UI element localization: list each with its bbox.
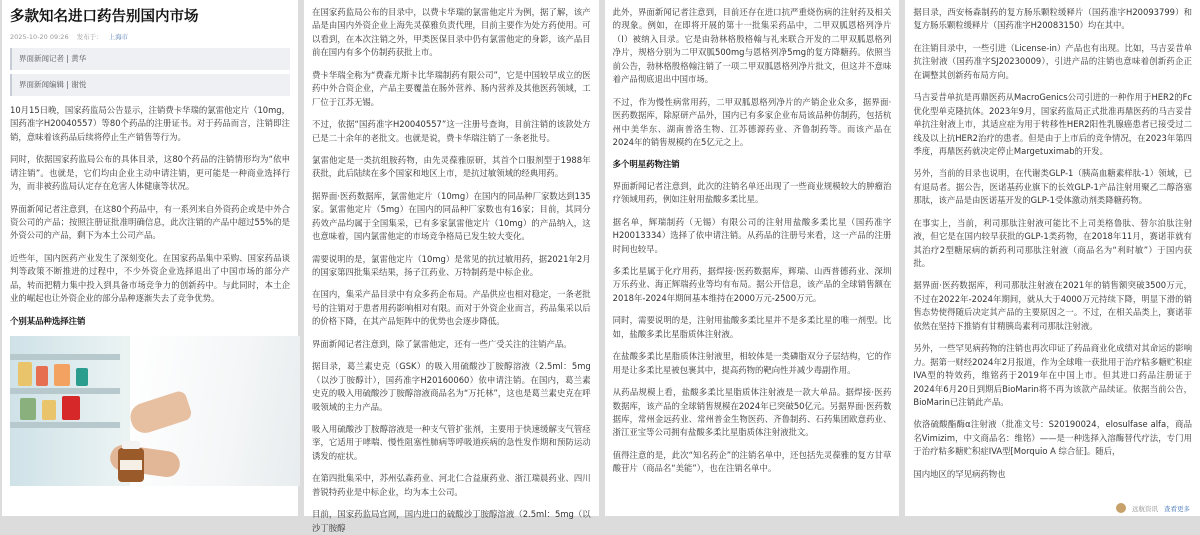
article-meta [10,32,290,42]
paragraph: 吸入用硫酸沙丁胺醇溶液是一种支气管扩张剂，主要用于快速缓解支气管痉挛，它适用于哮喘、慢性阻塞性肺病等呼吸道疾病的急性发作期和预防运动诱发的症状。 [312,423,591,461]
publish-date: 2025-10-20 09:26 [10,32,69,41]
paragraph: 氯雷他定是一类抗组胺药物，由先灵葆雅原研，其首个口服剂型于1988年获批，此后陆续在多个国家和地区上市，是抗过敏领域的经典用药。 [312,154,591,179]
paragraph: 据界面·医药数据库，氯雷他定片（10mg）在国内的同品种厂家数达到135家。氯雷他定片（5mg）在国内的同品种厂家数也有16家；目前，其同分药效产品均属于全国集采，已有多家氯雷他定片（10mg）的产品纳入，这也意味着，国内氯雷他定的市场竞争格局已发生较大变化。 [312,190,591,242]
paragraph: 不过，依据“国药准字H20040557”这一注册号查询，目前注销的该款处方已是二十余年的老批文。也就是说，费卡华瑞注销了一条老批号。 [312,119,591,143]
paragraph: 费卡华瑞全称为“费森尤斯卡比华瑞制药有限公司”，它是中国较早成立的医药中外合资企业，产品主要覆盖在肠外营养、肠内营养及其他医药领域，工厂位于江苏无锡。 [312,69,591,107]
paragraph: 近些年，国内医药产业发生了深刻变化。在国家药品集中采购、国家药品谈判等政策不断推进的过程中，不少外资企业选择退出了中国市场的部分产品，转而把精力集中投入到具备市场竞争力的创新药中。与此同时，本土企业的崛起也让外资企业的部分品种逐渐失去了竞争优势。 [10,252,290,304]
paragraph: 界面新闻记者注意到，此次的注销名单还出现了一些商业规模较大的肿瘤治疗领域用药，例如注射用盐酸多柔比星。 [612,180,892,205]
paragraph: 依洛硫酸酯酶α注射液（批准文号：S20190024，elosulfase alfa，商品名Vimizim，中文商品名：维铭）——是一种选择入溶酶替代疗法，专门用于治疗粘多糖贮积症IVA型[Morquio A 综合征]。随后， [913,419,1193,457]
article-title: 多款知名进口药告别国内市场 [10,9,199,25]
view-more-link[interactable]: 查看更多 [1164,504,1190,513]
publish-location[interactable]: 上海市 [108,32,129,41]
paragraph: 马吉妥昔单抗是再鼎医药从MacroGenics公司引进的一种作用于HER2的Fc优化型单克隆抗体。2023年9月，国家药监局正式批准再鼎医药的马吉妥昔单抗注射液上市，其适应症为用于转移性HER2阳性乳腺癌患者已接受过二线及以上抗HER2治疗的患者。但是由于上市后的竞争情况，在2023年第四季度，再鼎医药就决定停止Margetuximab的开发。 [913,92,1193,156]
paragraph: 同时，依据国家药监局公布的具体目录，这80个药品的注销情形均为“依申请注销”。也就是，它们均由企业主动申请注销，更可能是一种商业选择行为，而非被药监局认定存在危害人体健康等状况。 [10,154,290,192]
reporter-box: 界面新闻记者 | 黄华 [10,48,290,70]
paragraph: 目前，国家药监局官网，国内进口的硫酸沙丁胺醇溶液（2.5ml：5mg（以沙丁胺醇 [312,509,591,533]
paragraph: 在第四批集采中，苏州弘森药业、河北仁合益康药业、浙江瑞晨药业、四川普锐特药业是中标企业，均为本土公司。 [312,473,591,497]
paragraph: 据界面·医药数据库，利司那肽注射液在2021年的销售额突破3500万元，不过在2022年-2024年期间，就从大于4000万元持续下降，明显下滑的销售态势使得随后决定其产品的主要原因之一。不过，在相关品类上，赛诺菲依然在坚持下推销有甘精胰岛素利司那肽注射液。 [913,280,1193,331]
paragraph: 在注销目录中，一些引进（License-in）产品也有出现。比如，马吉妥昔单抗注射液（国药准字SJ20230009），引进产品的注销也意味着创新药企正在调整其创新药布局方向。 [913,42,1193,80]
paragraph: 值得注意的是，此次“知名药企”的注销名单中，还包括先灵葆雅的复方甘草酸苷片（商品名“美能”），也在注销名单中。 [612,449,892,474]
paragraph: 另外，一些罕见病药物的注销也再次印证了药品商业化成绩对其命运的影响力。据第一财经2024年2月报道，作为全球唯一获批用于治疗粘多糖贮积症IVA型的特效药，维铭药于2019年在中国上市。但其进口药品注册证于2024年6月20日到期后BioMarin将不再为该款产品续证。依据当前公告，BioMarin已注销此产品。 [913,343,1193,407]
paragraph: 同时，需要说明的是，注射用盐酸多柔比星并不是多柔比星的唯一剂型。比如，盐酸多柔比星脂质体注射液。 [612,315,892,339]
footer-username[interactable]: 远航资讯 [1132,504,1158,513]
column-4 [905,0,1200,516]
paragraph: 不过，作为慢性病常用药，二甲双胍恩格列净片的产销企业众多，据界面·医药数据库，除原研产品外，国内已有多家企业布局该品种仿制药，包括杭州中美华东、湖南普洛生物、江苏德源药业、齐鲁制药等。而该产品在2024年的销售规模约在5亿元之上。 [612,96,892,147]
paragraph: 界面新闻记者注意到，在这80个药品中，有一系列来自外资药企或是中外合资公司的产品；按照注册证批准明确信息，此次注销的产品中超过55%的是外资公司的产品，剩下为本土公司产品。 [10,203,290,241]
paragraph: 多柔比星属于化疗用药，据焊接·医药数据库，辉瑞、山西普德药业、深圳万乐药业、海正辉瑞药业等均有布局。据公开信息，该产品的全球销售额在2018年-2024年期间基本维持在2000万元-2500万元。 [612,266,892,303]
paragraph: 需要说明的是，氯雷他定片（10mg）是常见的抗过敏用药，据2021年2月的国家第四批集采结果，扬子江药业、万特制药是中标企业。 [312,253,591,277]
column-1 [2,0,298,516]
editor-box: 界面新闻编辑 | 谢悦 [10,74,290,96]
paragraph: 界面新闻记者注意到，除了氯雷他定，还有一些广受关注的注销产品。 [312,338,572,349]
user-avatar-icon [1116,503,1126,513]
section-heading: 个别某品种选择注销 [10,315,86,326]
paragraph: 此外，界面新闻记者注意到，目前还存在进口抗严重烧伤病的注射药及相关的现象。例如，在即将开展的第十一批集采药品中，二甲双胍恩格列净片（I）被纳入目录。它是由勃林格殷格翰与礼来联合开发的二甲双胍恩格列净片，规格分别为二甲双胍500mg与恩格列净5mg的复方降糖药。依照当前公告，勃林格殷格翰注销了一项二甲双胍恩格列净片批文，但这并不意味着产品彻底退出中国市场。 [612,7,892,85]
paragraph: 在盐酸多柔比星脂质体注射液里，相较体是一类磷脂双分子层结构，它的作用是让多柔比星被包裹其中，提高药物的靶向性并减少毒副作用。 [612,351,892,375]
paragraph: 据目录，葛兰素史克（GSK）的吸入用硫酸沙丁胺醇溶液（2.5ml：5mg（以沙丁胺醇计），国药准字H20160060）依申请注销。在国内，葛兰素史克的吸入用硫酸沙丁胺醇溶液商品名为“万托林”，这也是葛兰素史克在呼吸领域的主力产品。 [312,361,591,412]
paragraph: 在国内，集采产品目录中有众多药企布局。产品供应也相对稳定，一条老批号的注销对于患者用药影响相对有限。而对于外资企业而言，药品集采以后的价格下降，在其产品矩阵中的优势也会逐步降低。 [312,289,591,327]
paragraph: 国内地区的罕见病药物也 [913,468,1006,479]
paragraph: 据名单，辉瑞制药（无锡）有限公司的注射用盐酸多柔比星（国药准字H20013334）选择了依申请注销。从药品的注册号来看，这一产品的注册时间也较早。 [612,216,892,254]
page-footer [1112,502,1194,514]
paragraph: 据目录，西安杨森制药的复方肠乐颗粒缓释片（国药准字H20093799）和复方肠乐颗粒缓释片（国药准字H20083150）均在其中。 [913,7,1193,31]
paragraph: 另外，当前的目录也说明，在代谢类GLP-1（胰高血糖素样肽-1）领域，已有退局者。据公告，医诺基药业旗下的长效GLP-1产品注射用聚乙二醇洛塞那肽，该产品是由医诺基开发的GLP-1受体激动剂类降糖药物。 [913,168,1193,206]
column-2 [304,0,599,533]
pharmacy-photo [10,336,300,486]
section-heading: 多个明星药物注销 [612,159,680,170]
column-3 [605,0,900,516]
paragraph: 在国家药监局公布的目录中，以费卡华瑞的氯雷他定片为例，据了解，该产品是由国内外资企业上海先灵葆雅负责代理，目前主要作为处方药使用。可以看到，在本次注销之外，甲类医保目录中仍有氯雷他定的身影，该产品目前在国内有多个仿制药获批上市。 [312,7,591,58]
paragraph: 从药品规模上看，盐酸多柔比星脂质体注射液是一款大单品。据焊接·医药数据库，该产品的全球销售规模在2024年已突破50亿元。另据界面·医药数据库，常州金远药业、常州普金生物医药、齐鲁制药、石药集团欧意药业、浙江亚宝等公司拥有盐酸多柔比星脂质体注射液批文。 [612,387,892,438]
publish-source-prefix: 发布于： [76,32,103,41]
paragraph: 在事实上，当前，利司那肽注射液可能比不上司美格鲁肽、替尔泊肽注射液，但它是在国内较早获批的GLP-1类药物，在2018年11月，赛诺菲就有其治疗2型糖尿病的新药利司那肽注射液（商品名为“利时敏”）于国内获批。 [913,217,1193,268]
paragraph: 10月15日晚，国家药监局公告显示，注销费卡华瑞的氯雷他定片（10mg，国药准字H20040557）等80个药品的注册证书。对于药品而言，注销即注销，意味着该药品后续将停止生产销售等行为。 [10,104,290,142]
